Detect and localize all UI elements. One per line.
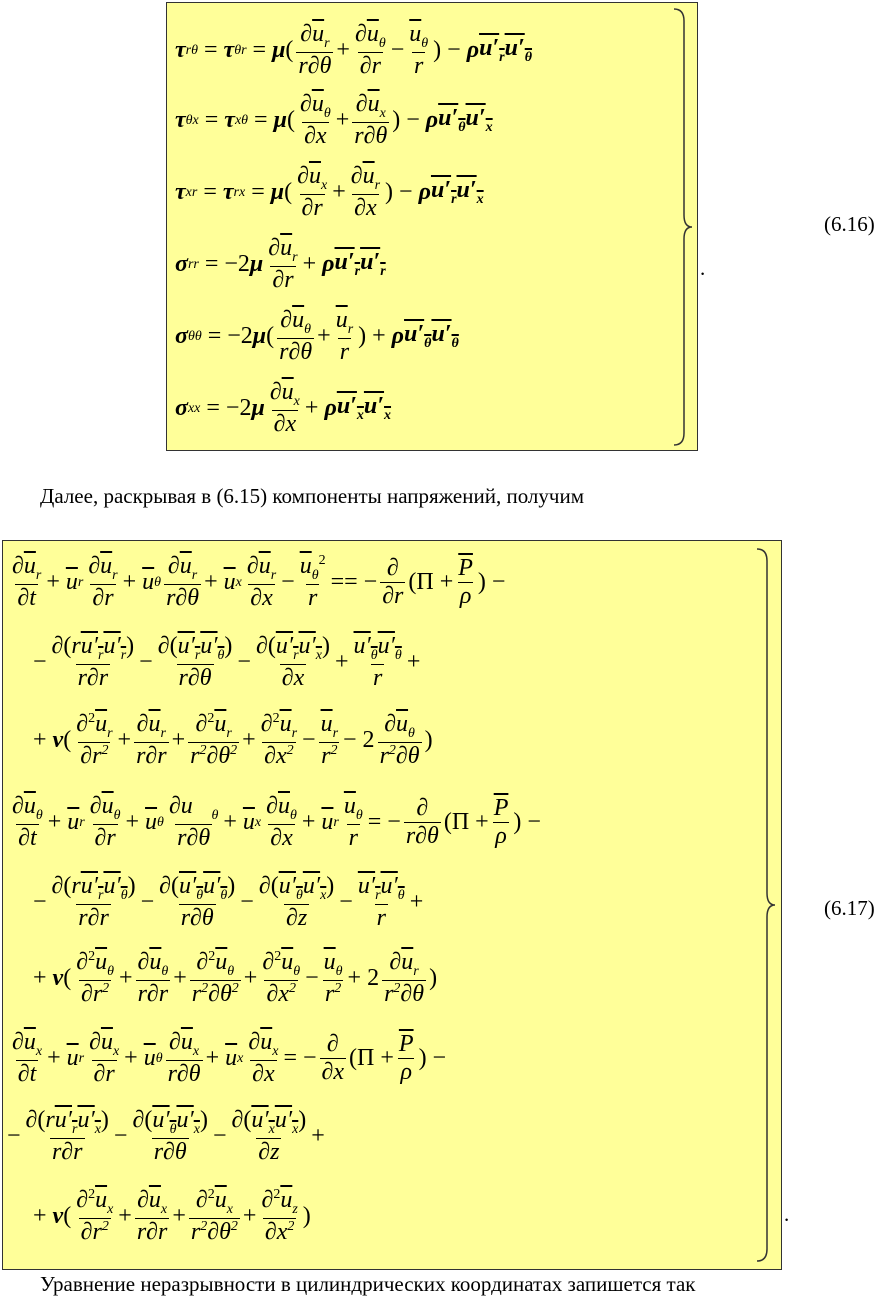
equation-number-6-16: (6.16) (824, 212, 875, 236)
trailing-period-6-17: . (784, 1202, 790, 1226)
equation-box-6-17 (2, 540, 782, 1270)
eq-x-line-3: + ν ( $\frac{\partial^2\overline{u}_x}{\partial r^2}$ + $\frac{\partial\overline{u}_x}{r\partial r}$ + $\frac{\partial^2\overline{u}_x}{r^2\partial\theta^2}$ + $\frac{\partial^2\overline{u}_z}{\partial x^2}$ ) (33, 1187, 311, 1245)
eq-r-line-3: + ν ( $\frac{\partial^2\overline{u}_r}{\partial r^2}$ + $\frac{\partial\overline{u}_r}{r\partial r}$ + $\frac{\partial^2\overline{u}_r}{r^2\partial\theta^2}$ + $\frac{\partial^2\overline{u}_r}{\partial x^2}$ − $\frac{\overline{u}_r}{r^2}$ − 2 $\frac{\partial\overline{u}_\theta}{r^2\partial\theta}$ ) (33, 711, 433, 769)
eq-x-line-1: $\frac{\partial\overline{u}_x}{\partial t}$ + $\overline{u}$ r $\frac{\partial\overline{u}_x}{\partial r}$ + $\overline{u}$ θ $\frac{\partial\overline{u}_x}{r\partial\theta}$ + $\overline{u}$ x $\frac{\partial\overline{u}_x}{\partial x}$ = − $\frac{\partial}{\partial x}$ (Π + $\frac{\overline{P}}{\rho}$ ) − (12, 1029, 447, 1087)
equation-line-sigma-theta-theta: σ θθ = −2 μ ( $\frac{\partial\overline{u}_\theta}{r\partial\theta}$ + $\frac{\overline{u}_r}{r}$ ) + ρ $u'_\theta u'_\theta$ (175, 307, 459, 365)
eq-theta-line-3: + ν ( $\frac{\partial^2\overline{u}_\theta}{\partial r^2}$ + $\frac{\partial\overline{u}_\theta}{r\partial r}$ + $\frac{\partial^2\overline{u}_\theta}{r^2\partial\theta^2}$ + $\frac{\partial^2\overline{u}_\theta}{\partial x^2}$ − $\frac{\overline{u}_\theta}{r^2}$ + 2 $\frac{\partial\overline{u}_r}{r^2\partial\theta}$ ) (33, 949, 438, 1007)
trailing-period-6-16: . (700, 256, 706, 280)
paragraph-1: Далее, раскрывая в (6.15) компоненты напряжений, получим (40, 484, 585, 508)
equation-line-sigma-rr: σ rr = −2 μ $\frac{\partial\overline{u}_r}{\partial r}$ + ρ $u'_ru'_r$ (175, 235, 386, 293)
equation-line-tau-r-theta: τ rθ = τ θr = μ ( $\frac{\partial\overline{u}_r}{r\partial\theta}$ + $\frac{\partial\overline{u}_\theta}{\partial r}$ − $\frac{\overline{u}_\theta}{r}$ ) − ρ $u'_ru'_\theta$ (175, 21, 533, 79)
equation-number-6-17: (6.17) (824, 896, 875, 920)
eq-theta-line-1: $\frac{\partial\overline{u}_\theta}{\partial t}$ + $\overline{u}$ r $\frac{\partial\overline{u}_\theta}{\partial r}$ + $\overline{u}$ θ $\frac{\partial u⃗_\theta}{r\partial\theta}$ + $\overline{u}$ x $\frac{\partial\overline{u}_\theta}{\partial x}$ + $\overline{u}$ r $\frac{\overline{u}_\theta}{r}$ = − $\frac{\partial}{r\partial\theta}$ (Π + $\frac{\overline{P}}{\rho}$ ) − (12, 793, 541, 851)
paragraph-2: Уравнение неразрывности в цилиндрических координатах запишется так (40, 1272, 696, 1296)
eq-r-line-2: − $\frac{\partial(ru'_ru'_r)}{r\partial r}$ − $\frac{\partial(u'_ru'_\theta)}{r\partial\theta}$ − $\frac{\partial(u'_ru'_x)}{\partial x}$ + $\frac{u'_\theta u'_\theta}{r}$ + (33, 633, 421, 691)
eq-theta-line-2: − $\frac{\partial(ru'_ru'_\theta)}{r\partial r}$ − $\frac{\partial(u'_\theta u'_\theta)}{r\partial\theta}$ − $\frac{\partial(u'_\theta u'_x)}{\partial z}$ − $\frac{u'_ru'_\theta}{r}$ + (33, 873, 424, 931)
equation-line-tau-theta-x: τ θx = τ xθ = μ ( $\frac{\partial\overline{u}_\theta}{\partial x}$ + $\frac{\partial\overline{u}_x}{r\partial\theta}$ ) − ρ $u'_\theta u'_x$ (175, 91, 493, 149)
right-brace-6-17 (755, 547, 777, 1263)
eq-r-line-1: $\frac{\partial\overline{u}_r}{\partial t}$ + $\overline{u}$ r $\frac{\partial\overline{u}_r}{\partial r}$ + $\overline{u}$ θ $\frac{\partial\overline{u}_r}{r\partial\theta}$ + $\overline{u}$ x $\frac{\partial\overline{u}_r}{\partial x}$ − $\frac{\overline{u}_\theta^2}{r}$ == − $\frac{\partial}{\partial r}$ (Π + $\frac{\overline{P}}{\rho}$ ) − (12, 553, 506, 611)
equation-line-sigma-xx: σ xx = −2 μ $\frac{\partial\overline{u}_x}{\partial x}$ + ρ $u'_xu'_x$ (175, 379, 392, 437)
right-brace-6-16 (672, 7, 694, 447)
equation-line-tau-x-r: τ xr = τ rx = μ ( $\frac{\partial\overline{u}_x}{\partial r}$ + $\frac{\partial\overline{u}_r}{\partial x}$ ) − ρ $u'_ru'_x$ (175, 163, 484, 221)
equation-box-6-16 (166, 2, 698, 451)
eq-x-line-2: − $\frac{\partial(ru'_ru'_x)}{r\partial r}$ − $\frac{\partial(u'_\theta u'_x)}{r\partial\theta}$ − $\frac{\partial(u'_xu'_x)}{\partial z}$ + (7, 1107, 325, 1165)
